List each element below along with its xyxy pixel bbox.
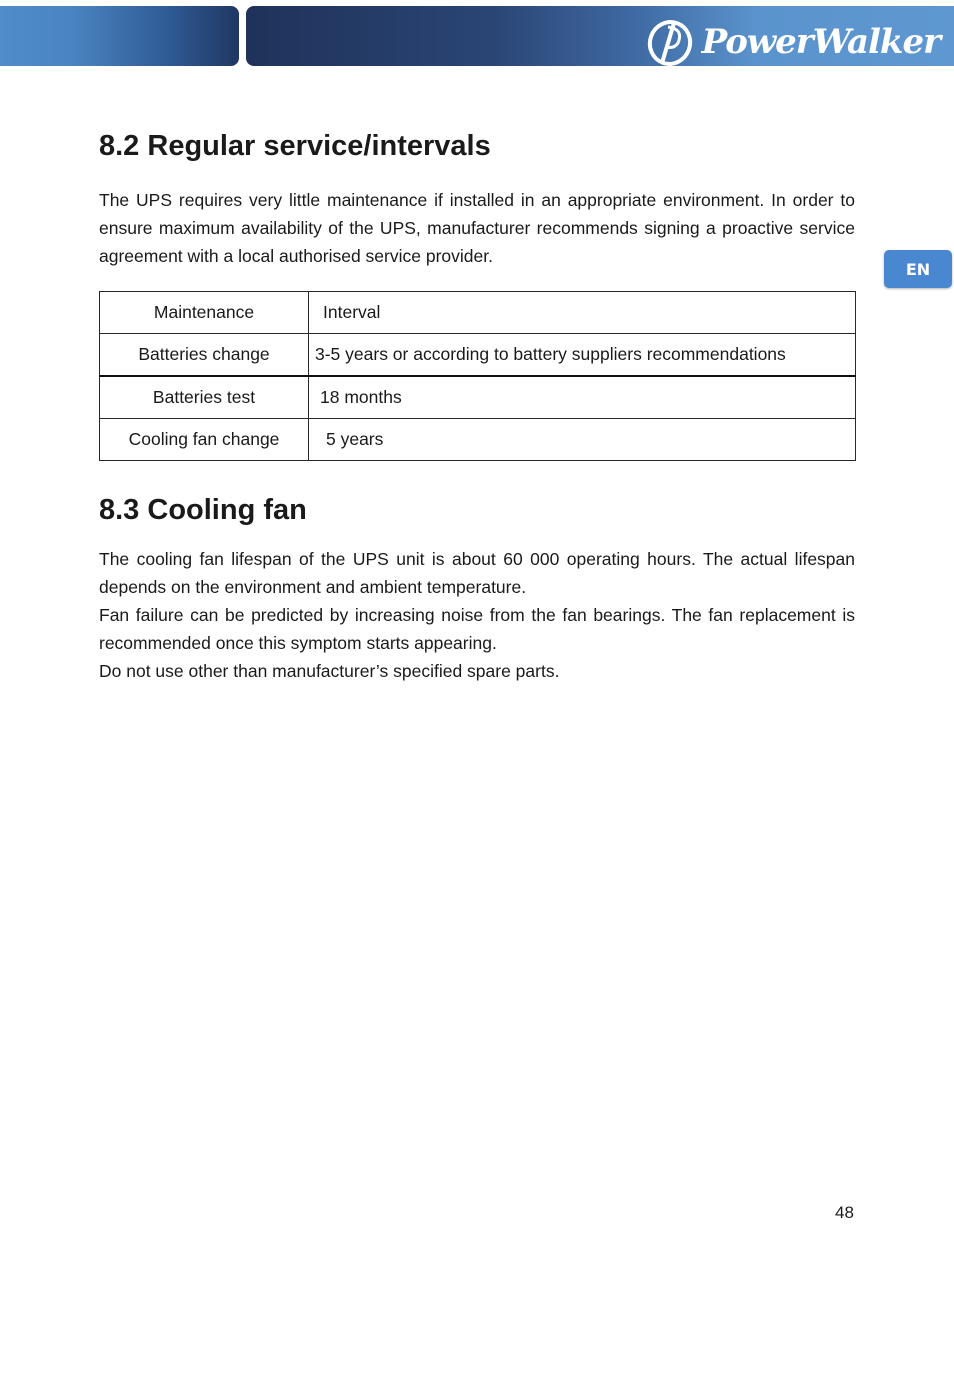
section-title-cooling: 8.3 Cooling fan — [99, 494, 307, 526]
header-interval: Interval — [309, 292, 856, 334]
interval-cell: 3-5 years or according to battery suppliers recommendations — [309, 334, 856, 377]
maintenance-cell: Batteries change — [100, 334, 309, 377]
cooling-paragraph — [99, 545, 855, 685]
brand-name: PowerWalker — [701, 22, 940, 62]
powerwalker-logo-icon — [644, 17, 700, 67]
table-row — [100, 376, 856, 419]
cooling-line: The cooling fan lifespan of the UPS unit is about 60 000 operating hours. The actual lifespan depends on the environment and ambient temperature. — [99, 549, 855, 597]
header-banner-right — [246, 6, 954, 66]
brand-logo — [644, 16, 940, 68]
header-maintenance: Maintenance — [100, 292, 309, 334]
section-title-service: 8.2 Regular service/intervals — [99, 130, 491, 162]
header-banner-left — [0, 6, 239, 66]
table-row — [100, 334, 856, 377]
cooling-line: Fan failure can be predicted by increasing noise from the fan bearings. The fan replacement is recommended once this symptom starts appearing. — [99, 605, 855, 653]
service-interval-table — [99, 291, 856, 461]
page-number: 48 — [835, 1203, 854, 1222]
table-row — [100, 419, 856, 461]
language-tab-en[interactable]: EN — [884, 250, 952, 288]
interval-cell: 5 years — [309, 419, 856, 461]
table-header-row — [100, 292, 856, 334]
maintenance-cell: Batteries test — [100, 376, 309, 419]
service-paragraph: The UPS requires very little maintenance if installed in an appropriate environment. In order to ensure maximum availability of the UPS, manufacturer recommends signing a proactive service agreement with a local authorised service provider. — [99, 190, 855, 266]
interval-cell: 18 months — [309, 376, 856, 419]
cooling-line: Do not use other than manufacturer’s specified spare parts. — [99, 661, 560, 681]
maintenance-cell: Cooling fan change — [100, 419, 309, 461]
